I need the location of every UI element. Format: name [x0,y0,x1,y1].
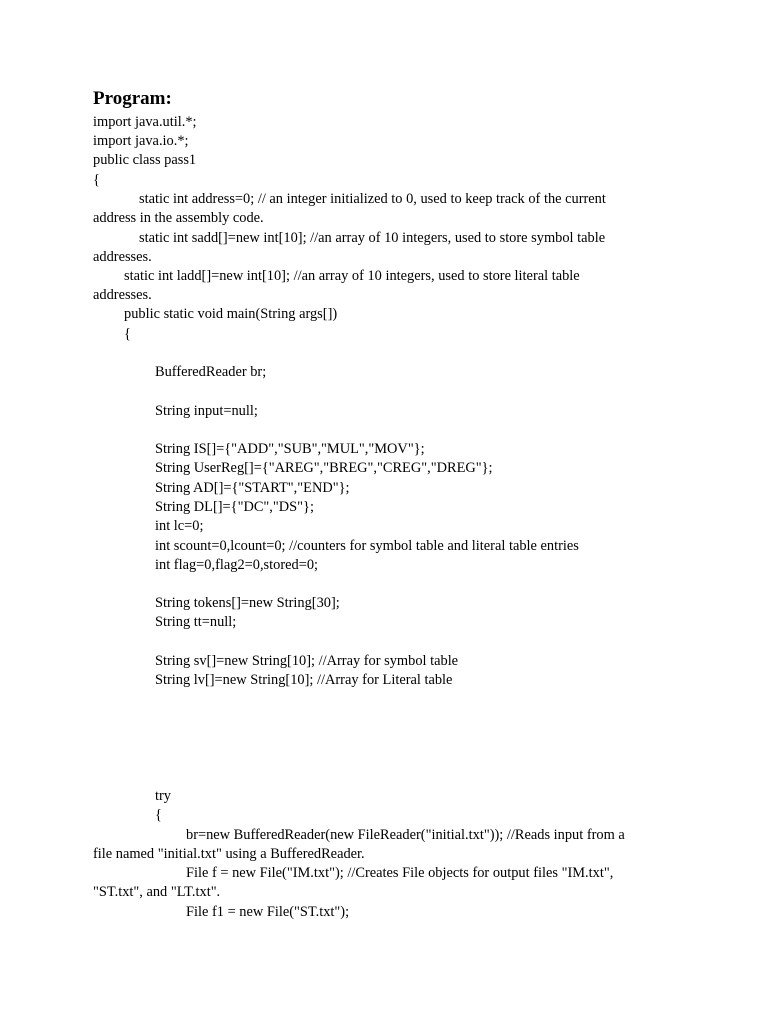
code-line: String UserReg[]={"AREG","BREG","CREG","DREG"}; [155,460,493,476]
code-line: try [155,788,171,804]
code-line: address in the assembly code. [93,210,264,226]
code-line: String input=null; [155,403,258,419]
code-line: int lc=0; [155,518,204,534]
code-line: addresses. [93,287,152,303]
code-line: import java.util.*; [93,114,197,130]
code-line: "ST.txt", and "LT.txt". [93,884,221,900]
code-line: int scount=0,lcount=0; //counters for symbol table and literal table entries [155,538,579,554]
code-line: public static void main(String args[]) [124,306,338,322]
code-line: addresses. [93,249,152,265]
code-line: String IS[]={"ADD","SUB","MUL","MOV"}; [155,441,425,457]
code-line: import java.io.*; [93,133,189,149]
code-line: public class pass1 [93,152,197,168]
code-line: String tt=null; [155,614,237,630]
code-line: BufferedReader br; [155,364,267,380]
code-line: br=new BufferedReader(new FileReader("initial.txt")); //Reads input from a [186,827,625,843]
code-line: { [124,326,131,342]
code-line: String AD[]={"START","END"}; [155,480,350,496]
code-line: String tokens[]=new String[30]; [155,595,340,611]
code-line: file named "initial.txt" using a BufferedReader. [93,846,365,862]
code-line: String DL[]={"DC","DS"}; [155,499,314,515]
code-line: File f = new File("IM.txt"); //Creates File objects for output files "IM.txt", [186,865,614,881]
code-line: String sv[]=new String[10]; //Array for symbol table [155,653,459,669]
code-line: { [155,807,162,823]
code-line: static int sadd[]=new int[10]; //an array of 10 integers, used to store symbol table [139,230,606,246]
program-heading: Program: [93,88,172,109]
code-line: String lv[]=new String[10]; //Array for Literal table [155,672,453,688]
code-line: int flag=0,flag2=0,stored=0; [155,557,319,573]
code-line: { [93,172,100,188]
code-line: static int ladd[]=new int[10]; //an array of 10 integers, used to store literal table [124,268,580,284]
code-line: static int address=0; // an integer initialized to 0, used to keep track of the current [139,191,606,207]
code-line: File f1 = new File("ST.txt"); [186,904,350,920]
